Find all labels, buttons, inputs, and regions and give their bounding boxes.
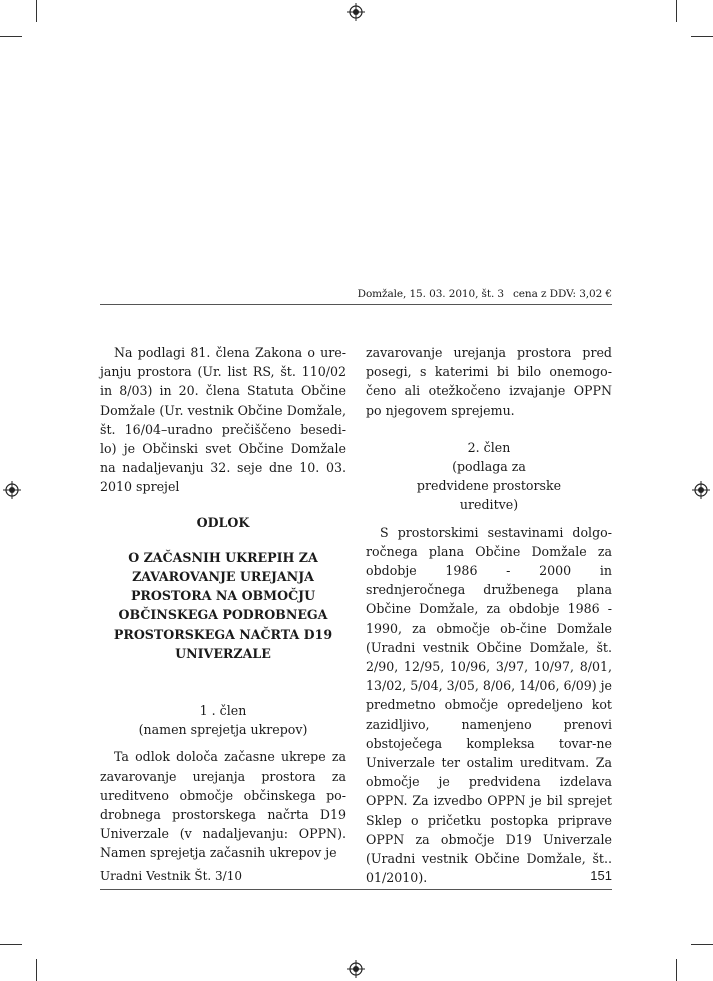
intro-paragraph: Na podlagi 81. člena Zakona o ure-janju prostora (Ur. list RS, št. 110/02 in 8/03) in 20. člena Statuta Občine Domžale (Ur. vestnik Občine Domžale, št. 16/04–uradno prečiščeno besedi-lo) je Občinski svet Občine Domžale na nadaljevanju 32. seje dne 10. 03. 2010 sprejel — [100, 345, 346, 495]
registration-mark-icon — [347, 3, 365, 21]
left-column — [100, 343, 346, 863]
crop-mark — [676, 0, 677, 22]
registration-mark-icon — [347, 960, 365, 978]
header-divider — [100, 304, 612, 305]
article-2-heading: (podlaga za predvidene prostorske ureditve) — [416, 459, 562, 513]
price-info: cena z DDV: 3,02 € — [513, 288, 612, 300]
footer-divider — [100, 889, 612, 890]
issue-info: Domžale, 15. 03. 2010, št. 3 — [357, 288, 505, 300]
crop-mark — [691, 944, 713, 945]
document-title: O ZAČASNIH UKREPIH ZA ZAVAROVANJE UREJANJA PROSTORA NA OBMOČJU OBČINSKEGA PODROBNEGA PROSTORSKEGA NAČRTA D19 UNIVERZALE — [113, 549, 333, 661]
article-2-number: 2. člen — [467, 439, 511, 455]
continuation-paragraph: zavarovanje urejanja prostora pred posegi, s katerimi bi bilo onemogo-čeno ali otežkočeno izvajanje OPPN po njegovem sprejemu. — [366, 345, 612, 418]
crop-mark — [36, 959, 37, 981]
footer-publication: Uradni Vestnik Št. 3/10 — [100, 869, 242, 883]
crop-mark — [36, 0, 37, 22]
crop-mark — [0, 944, 22, 945]
right-column — [366, 343, 612, 887]
article-2-text: S prostorskimi sestavinami dolgo-ročnega plana Občine Domžale za obdobje 1986 - 2000 in srednjeročnega družbenega plana Občine Domžale, za obdobje 1986 - 1990, za območje ob-čine Domžale (Uradni vestnik Občine Domžale, št. 2/90, 12/95, 10/96, 3/97, 10/97, 8/01, 13/02, 5/04, 3/05, 8/06, 14/06, 6/09) je predmetno območje opredeljeno kot zazidljivo, namenjeno prenovi obstoječega kompleksa tovar-ne Univerzale ter ostalim ureditvam. Za območje je predvidena izdelava OPPN. Za izvedbo OPPN je bil sprejet Sklep o pričetku postopka priprave OPPN za območje D19 Univerzale (Uradni vestnik Občine Domžale, št.. 01/2010). — [366, 524, 613, 886]
article-1-text: Ta odlok določa začasne ukrepe za zavarovanje urejanja prostora za ureditveno območje občinskega po-drobnega prostorskega načrta D19 Univerzale (v nadaljevanju: OPPN). Namen sprejetja začasnih ukrepov je — [100, 749, 346, 861]
page-number: 151 — [590, 868, 612, 883]
page-header — [358, 288, 612, 300]
article-1-heading: (namen sprejetja ukrepov) — [138, 722, 308, 738]
crop-mark — [0, 36, 22, 37]
article-1-number: 1 . člen — [199, 703, 247, 719]
crop-mark — [691, 36, 713, 37]
registration-mark-icon — [692, 481, 710, 499]
registration-mark-icon — [3, 481, 21, 499]
crop-mark — [676, 959, 677, 981]
document-type: ODLOK — [196, 514, 250, 530]
